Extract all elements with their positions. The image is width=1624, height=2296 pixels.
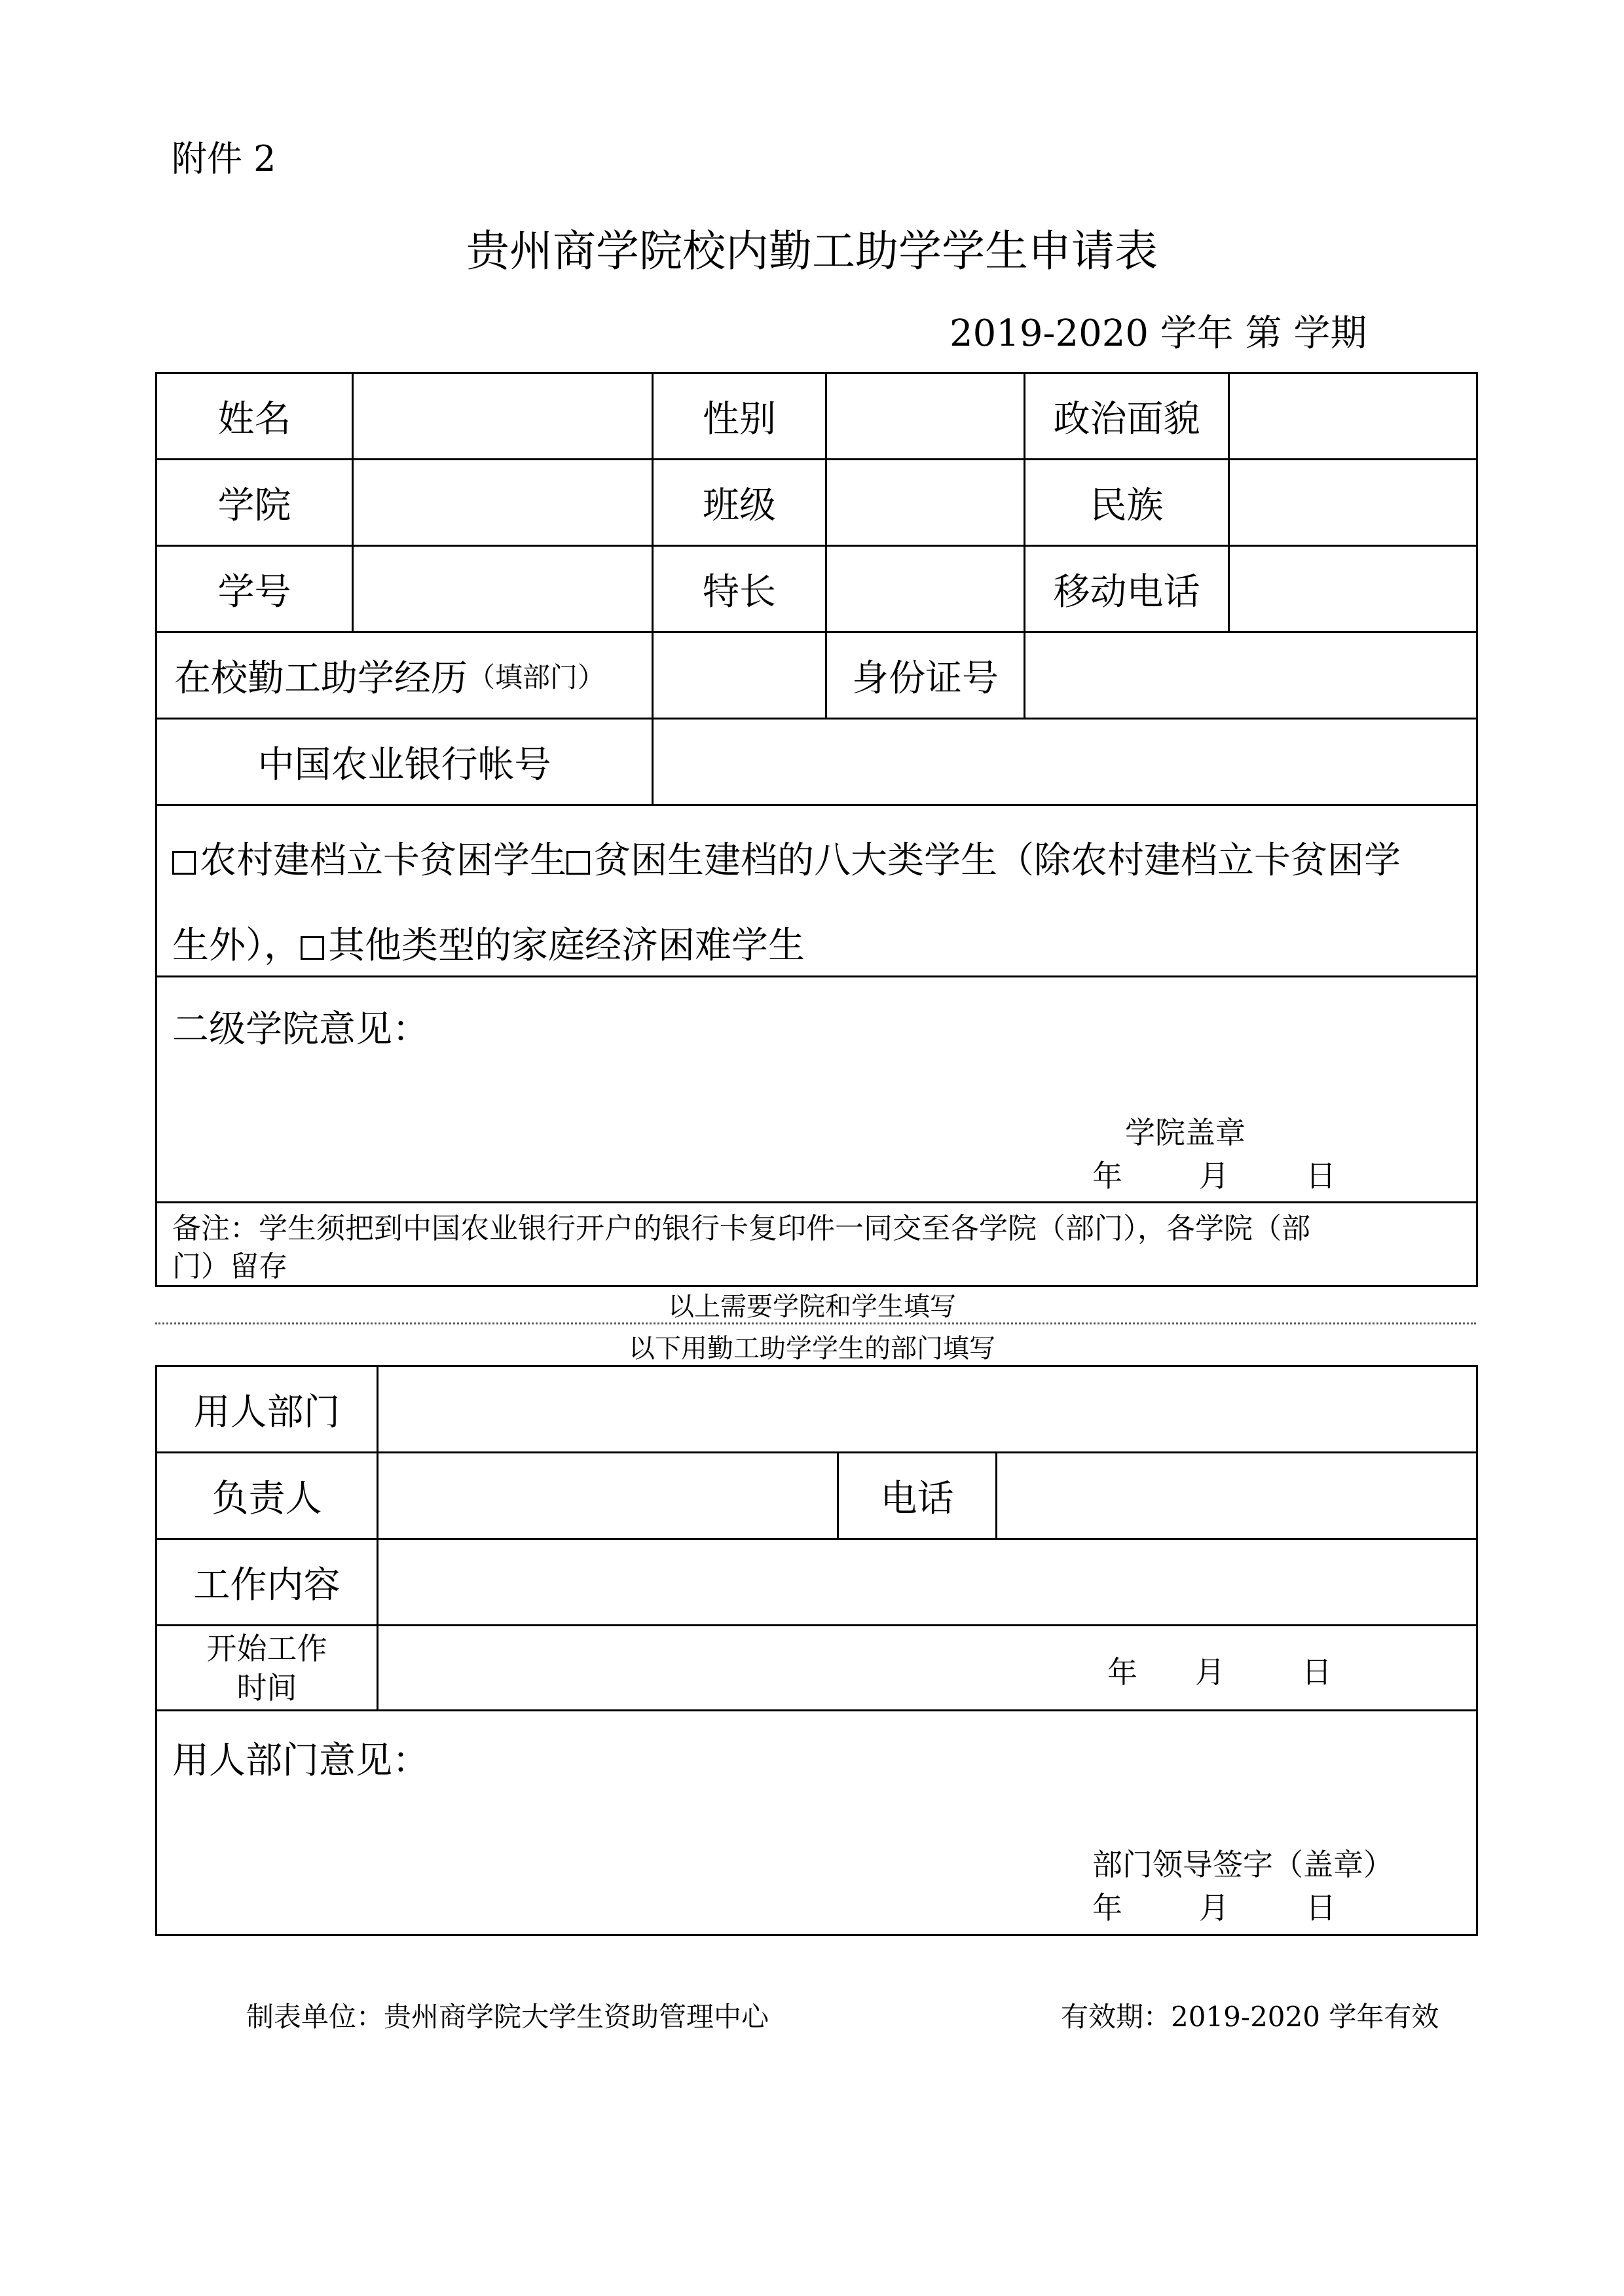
class-field[interactable] (827, 460, 1024, 545)
name-label: 姓名 (217, 397, 291, 441)
start-time-label-line-1: 开始工作 (206, 1630, 327, 1666)
dept-opinion-date: 年 月 日 (1092, 1890, 1336, 1925)
name-field[interactable] (354, 374, 652, 458)
college-opinion-label: 二级学院意见： (172, 1008, 429, 1051)
experience-main: 在校勤工助学经历 (174, 657, 468, 700)
college-field[interactable] (354, 460, 652, 545)
specialty-label: 特长 (703, 570, 776, 613)
student-id-label: 学号 (217, 570, 291, 613)
academic-year: 2019-2020 学年 第 学期 (950, 312, 1367, 355)
gender-label: 性别 (703, 397, 776, 441)
category-line-1 (172, 831, 1401, 884)
dept-opinion-label: 用人部门意见： (172, 1740, 429, 1782)
attachment-label: 附件 2 (172, 138, 276, 179)
mobile-field[interactable] (1230, 547, 1476, 631)
person-in-charge-label: 负责人 (212, 1477, 322, 1520)
checkbox-rural-poverty[interactable] (172, 851, 196, 875)
bank-account-field[interactable] (654, 720, 1476, 804)
start-time-field[interactable] (378, 1626, 1476, 1709)
category-rural-label: 农村建档立卡贫困学生 (200, 839, 566, 882)
checkbox-other-difficulty[interactable] (301, 936, 324, 960)
experience-field[interactable] (654, 633, 825, 718)
work-content-label: 工作内容 (193, 1563, 341, 1607)
class-label: 班级 (703, 484, 776, 527)
ethnicity-label: 民族 (1090, 484, 1164, 527)
work-content-field[interactable] (378, 1540, 1476, 1624)
specialty-field[interactable] (827, 547, 1024, 631)
remark-line-1: 备注：学生须把到中国农业银行开户的银行卡复印件一同交至各学院（部门），各学院（部 (172, 1212, 1310, 1245)
checkbox-eight-categories[interactable] (566, 851, 590, 875)
start-time-label (157, 1626, 377, 1709)
form-title: 贵州商学院校内勤工助学学生申请表 (466, 226, 1158, 276)
category-other-label: 其他类型的家庭经济困难学生 (328, 924, 805, 967)
mobile-label: 移动电话 (1053, 570, 1200, 613)
category-line-2 (172, 917, 805, 969)
divider-above-text: 以上需要学院和学生填写 (668, 1292, 956, 1322)
remark-line-2: 门）留存 (172, 1250, 287, 1283)
id-number-label: 身份证号 (852, 657, 999, 700)
college-opinion-date: 年 月 日 (1092, 1158, 1336, 1194)
person-in-charge-field[interactable] (378, 1453, 837, 1538)
college-label: 学院 (217, 484, 291, 527)
divider-below-text: 以下用勤工助学学生的部门填写 (629, 1334, 995, 1364)
category-eight-label-cont: 生外）， (172, 924, 301, 967)
dotted-divider (155, 1322, 1476, 1324)
experience-label (157, 633, 652, 718)
footer-validity: 有效期：2019-2020 学年有效 (1061, 2001, 1439, 2033)
phone-field[interactable] (997, 1453, 1476, 1538)
category-eight-label: 贫困生建档的八大类学生（除农村建档立卡贫困学 (594, 839, 1401, 882)
ethnicity-field[interactable] (1230, 460, 1476, 545)
gender-field[interactable] (827, 374, 1024, 458)
student-id-field[interactable] (354, 547, 652, 631)
dept-label: 用人部门 (193, 1391, 341, 1434)
id-number-field[interactable] (1025, 633, 1476, 718)
leader-sign-label: 部门领导签字（盖章） (1092, 1847, 1393, 1882)
political-label: 政治面貌 (1053, 397, 1200, 441)
start-date-ymd: 年 月 日 (1107, 1654, 1332, 1690)
bank-account-label: 中国农业银行帐号 (257, 743, 551, 786)
dept-field[interactable] (378, 1367, 1476, 1451)
political-field[interactable] (1230, 374, 1476, 458)
phone-label: 电话 (880, 1477, 954, 1520)
college-seal-label: 学院盖章 (1125, 1115, 1246, 1150)
start-time-label-line-2: 时间 (236, 1669, 297, 1705)
footer-maker: 制表单位：贵州商学院大学生资助管理中心 (246, 2001, 769, 2033)
experience-note: （填部门） (468, 661, 606, 693)
